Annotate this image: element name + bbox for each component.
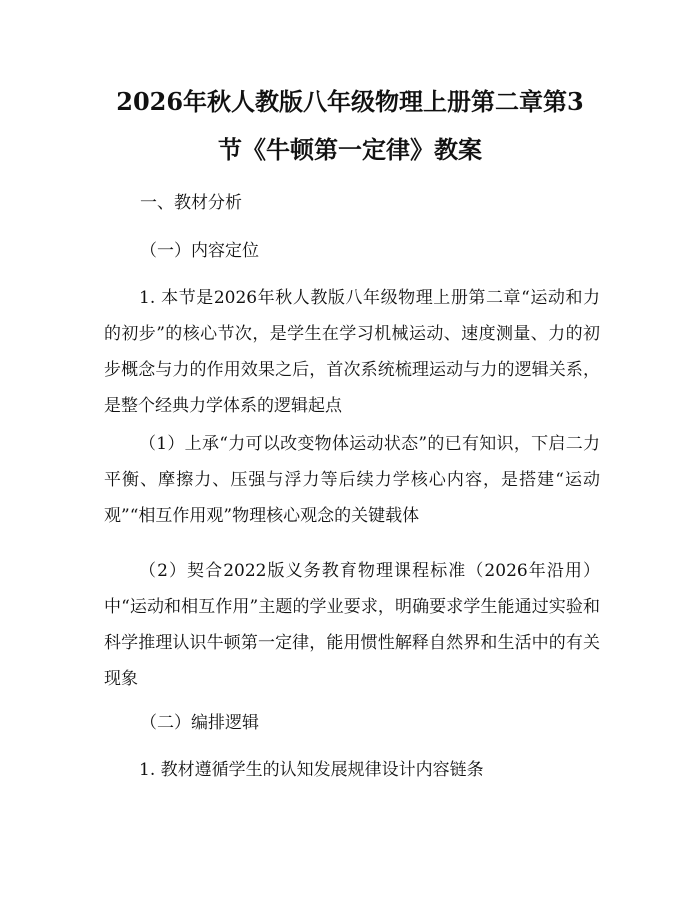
document-title-line-2: 节《牛顿第一定律》教案 <box>218 135 482 164</box>
subsection-heading-content-positioning: （一）内容定位 <box>140 241 259 261</box>
section-heading-textbook-analysis: 一、教材分析 <box>140 193 242 213</box>
subsection-heading-arrangement-logic: （二）编排逻辑 <box>140 713 259 733</box>
paragraph-2: （1）上承“力可以改变物体运动状态”的已有知识，下启二力平衡、摩擦力、压强与浮力等后续力学核心内容，是搭建“运动观”“相互作用观”物理核心观念的关键载体 <box>104 434 600 526</box>
paragraph-4: 1. 教材遵循学生的认知发展规律设计内容链条 <box>139 760 484 780</box>
document-title-line-1: 2026年秋人教版八年级物理上册第二章第3 <box>116 87 584 116</box>
paragraph-3: （2）契合2022版义务教育物理课程标准（2026年沿用）中“运动和相互作用”主题的学业要求，明确要求学生能通过实验和科学推理认识牛顿第一定律，能用惯性解释自然界和生活中的有关现象 <box>104 561 600 689</box>
paragraph-1: 1. 本节是2026年秋人教版八年级物理上册第二章“运动和力的初步”的核心节次，是学生在学习机械运动、速度测量、力的初步概念与力的作用效果之后，首次系统梳理运动与力的逻辑关系，是整个经典力学体系的逻辑起点 <box>104 288 600 416</box>
